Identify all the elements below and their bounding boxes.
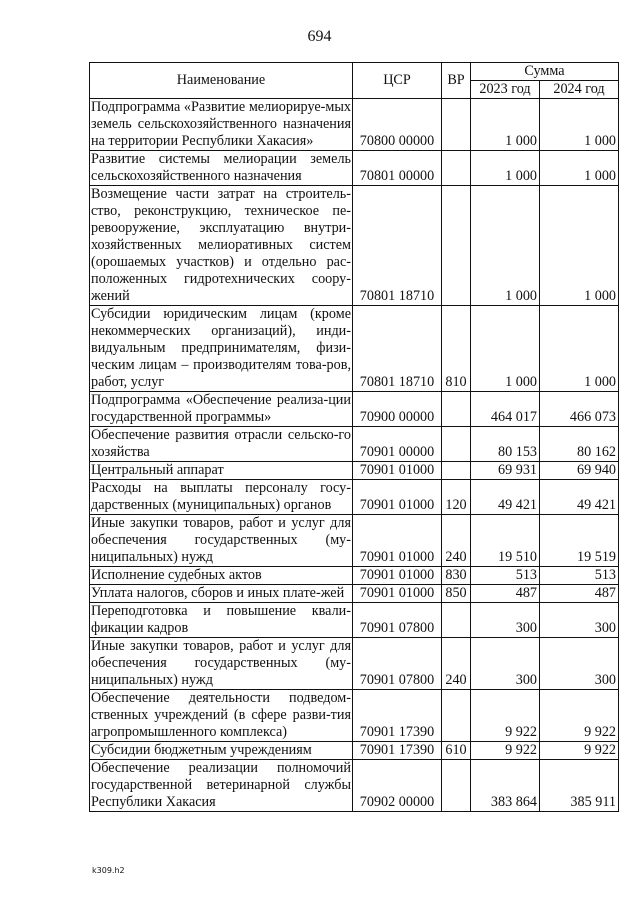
header-year-2024: 2024 год (540, 81, 619, 99)
row-sum-2023: 1 000 (471, 151, 540, 186)
row-sum-2024: 300 (540, 603, 619, 638)
row-sum-2024: 1 000 (540, 186, 619, 306)
table-row (90, 567, 619, 585)
row-vr (442, 760, 471, 812)
table-row (90, 585, 619, 603)
table-row (90, 306, 619, 392)
row-name: Возмещение части затрат на строитель-ство, реконструкцию, техническое пе-ревооружение, эксплуатацию внутри-хозяйственных мелиоративных систем (орошаемых участков) и отдельно рас-положенных гидротехнических соору-жений (91, 186, 351, 304)
row-name: Подпрограмма «Обеспечение реализа-ции государственной программы» (91, 392, 351, 425)
row-vr: 810 (442, 306, 471, 392)
row-csr: 70901 17390 (353, 742, 442, 760)
row-vr: 120 (442, 480, 471, 515)
row-sum-2023: 513 (471, 567, 540, 585)
row-csr: 70901 07800 (353, 638, 442, 690)
row-sum-2023: 69 931 (471, 462, 540, 480)
table-body (90, 99, 619, 812)
row-csr: 70800 00000 (353, 99, 442, 151)
row-vr (442, 99, 471, 151)
row-csr: 70902 00000 (353, 760, 442, 812)
budget-table (89, 62, 619, 812)
row-name: Исполнение судебных актов (90, 567, 353, 585)
table-row (90, 462, 619, 480)
row-name: Иные закупки товаров, работ и услуг для обеспечения государственных (му-ниципальных) нужд (91, 515, 351, 565)
table-row (90, 742, 619, 760)
row-sum-2024: 385 911 (540, 760, 619, 812)
row-sum-2023: 9 922 (471, 690, 540, 742)
row-sum-2023: 487 (471, 585, 540, 603)
row-sum-2024: 19 519 (540, 515, 619, 567)
row-sum-2023: 1 000 (471, 99, 540, 151)
row-sum-2024: 487 (540, 585, 619, 603)
table-row (90, 480, 619, 515)
row-sum-2023: 9 922 (471, 742, 540, 760)
row-vr (442, 603, 471, 638)
row-sum-2024: 466 073 (540, 392, 619, 427)
row-vr (442, 151, 471, 186)
row-vr (442, 690, 471, 742)
row-sum-2023: 80 153 (471, 427, 540, 462)
row-name: Расходы на выплаты персоналу госу-дарственных (муниципальных) органов (91, 480, 351, 513)
row-name: Переподготовка и повышение квали-фикации кадров (91, 603, 351, 636)
row-vr: 610 (442, 742, 471, 760)
row-csr: 70901 00000 (353, 427, 442, 462)
row-csr: 70901 07800 (353, 603, 442, 638)
table-row (90, 603, 619, 638)
row-vr (442, 427, 471, 462)
row-vr (442, 462, 471, 480)
row-sum-2023: 49 421 (471, 480, 540, 515)
table-row (90, 515, 619, 567)
row-name: Субсидии юридическим лицам (кроме некоммерческих организаций), инди-видуальным предпринимателям, физи-ческим лицам – производителям това-ров, работ, услуг (91, 306, 351, 390)
table-row (90, 186, 619, 306)
row-sum-2023: 383 864 (471, 760, 540, 812)
row-sum-2024: 1 000 (540, 99, 619, 151)
row-sum-2023: 300 (471, 638, 540, 690)
row-name: Подпрограмма «Развитие мелиорируе-мых земель сельскохозяйственного назначения на территории Республики Хакасия» (91, 99, 351, 149)
row-csr: 70801 00000 (353, 151, 442, 186)
row-sum-2023: 464 017 (471, 392, 540, 427)
header-vr: ВР (442, 63, 471, 99)
row-name: Обеспечение деятельности подведом-ственных учреждений (в сфере разви-тия агропромышленного комплекса) (91, 690, 351, 740)
row-sum-2024: 1 000 (540, 151, 619, 186)
row-csr: 70901 01000 (353, 480, 442, 515)
row-csr: 70901 01000 (353, 567, 442, 585)
table-row (90, 760, 619, 812)
row-sum-2023: 1 000 (471, 186, 540, 306)
row-vr: 240 (442, 638, 471, 690)
row-sum-2023: 19 510 (471, 515, 540, 567)
row-sum-2024: 513 (540, 567, 619, 585)
row-csr: 70901 17390 (353, 690, 442, 742)
row-vr (442, 392, 471, 427)
row-csr: 70901 01000 (353, 462, 442, 480)
row-name: Обеспечение реализации полномочий государственной ветеринарной службы Республики Хакасия (91, 760, 351, 810)
row-sum-2024: 300 (540, 638, 619, 690)
table-row (90, 151, 619, 186)
row-vr: 850 (442, 585, 471, 603)
footer-code: k309.h2 (92, 866, 125, 875)
table-row (90, 638, 619, 690)
row-sum-2024: 80 162 (540, 427, 619, 462)
row-name: Развитие системы мелиорации земель сельскохозяйственного назначения (91, 151, 351, 184)
row-sum-2023: 300 (471, 603, 540, 638)
row-sum-2024: 1 000 (540, 306, 619, 392)
table-row (90, 427, 619, 462)
row-name: Иные закупки товаров, работ и услуг для обеспечения государственных (му-ниципальных) нужд (91, 638, 351, 688)
header-csr: ЦСР (353, 63, 442, 99)
table-row (90, 99, 619, 151)
header-sum: Сумма (471, 63, 619, 81)
row-vr: 240 (442, 515, 471, 567)
row-sum-2024: 49 421 (540, 480, 619, 515)
row-vr (442, 186, 471, 306)
row-csr: 70901 01000 (353, 585, 442, 603)
header-year-2023: 2023 год (471, 81, 540, 99)
row-name: Субсидии бюджетным учреждениям (90, 742, 353, 760)
row-name: Центральный аппарат (90, 462, 353, 480)
row-sum-2024: 9 922 (540, 690, 619, 742)
row-csr: 70801 18710 (353, 306, 442, 392)
row-name: Обеспечение развития отрасли сельско-го хозяйства (91, 427, 351, 460)
table-row (90, 392, 619, 427)
table-row (90, 690, 619, 742)
row-sum-2024: 9 922 (540, 742, 619, 760)
row-name: Уплата налогов, сборов и иных плате-жей (90, 585, 353, 603)
row-sum-2023: 1 000 (471, 306, 540, 392)
row-csr: 70900 00000 (353, 392, 442, 427)
header-name: Наименование (90, 63, 353, 99)
row-vr: 830 (442, 567, 471, 585)
row-csr: 70901 01000 (353, 515, 442, 567)
page-number: 694 (307, 28, 332, 45)
row-sum-2024: 69 940 (540, 462, 619, 480)
row-csr: 70801 18710 (353, 186, 442, 306)
